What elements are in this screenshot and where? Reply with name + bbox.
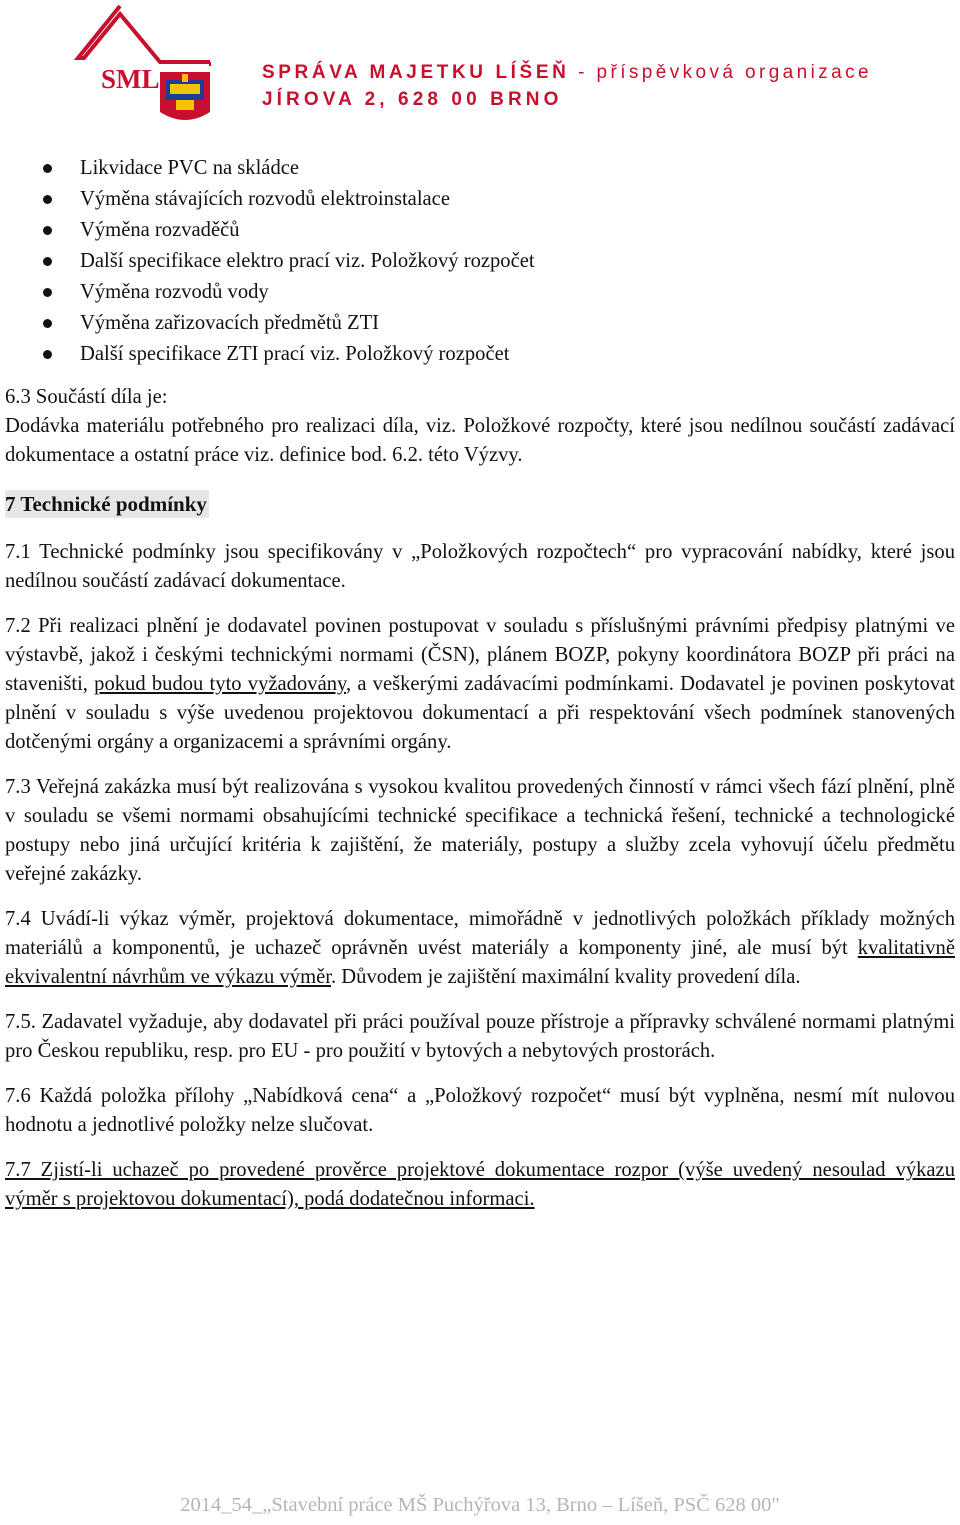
roof-line bbox=[78, 6, 210, 62]
org-name: SPRÁVA MAJETKU LÍŠEŇ bbox=[262, 62, 570, 83]
list-item-text: Výměna zařizovacích předmětů ZTI bbox=[80, 312, 380, 334]
list-item-text: Další specifikace ZTI prací viz. Položkový rozpočet bbox=[80, 343, 510, 365]
logo-text: SML bbox=[101, 64, 160, 94]
bullet-icon bbox=[43, 350, 52, 359]
paragraph-7-1: 7.1 Technické podmínky jsou specifikovány v „Položkových rozpočtech“ pro vypracování nabídky, které jsou nedílnou součástí zadávací dokumentace. bbox=[5, 541, 955, 592]
underlined-text: kvalitativně ekvivalentní návrhům ve výkazu výměr bbox=[5, 937, 955, 988]
list-item bbox=[5, 278, 955, 309]
list-item-text: Výměna rozvaděčů bbox=[80, 219, 240, 241]
paragraph-7-6: 7.6 Každá položka přílohy „Nabídková cena“ a „Položkový rozpočet“ musí být vyplněna, nesmí mít nulovou hodnotu a jednotlivé položky nelze slučovat. bbox=[5, 1085, 955, 1136]
list-item bbox=[5, 247, 955, 278]
list-item-text: Další specifikace elektro prací viz. Položkový rozpočet bbox=[80, 250, 535, 272]
list-item-text: Likvidace PVC na skládce bbox=[80, 157, 300, 179]
shield-icon bbox=[160, 72, 210, 120]
bullet-icon bbox=[43, 257, 52, 266]
list-item-text: Výměna rozvodů vody bbox=[80, 281, 269, 303]
bullet-icon bbox=[43, 226, 52, 235]
underlined-text: pokud budou tyto vyžadovány bbox=[94, 673, 346, 695]
list-item bbox=[5, 185, 955, 216]
bullet-icon bbox=[43, 319, 52, 328]
paragraph-7-4: 7.4 Uvádí-li výkaz výměr, projektová dokumentace, mimořádně v jednotlivých položkách příklady možných materiálů a komponentů, je uchazeč oprávněn uvést materiály a komponenty jiné, ale musí být kvalitativně ekvivalentní návrhům ve výkazu výměr. Důvodem je zajištění maximální kvality provedení díla. bbox=[5, 908, 955, 988]
section-7-heading: 7 Technické podmínky bbox=[5, 492, 207, 516]
list-item bbox=[5, 340, 955, 371]
organization-logo bbox=[0, 0, 240, 130]
page-footer: 2014_54_„Stavební práce MŠ Puchýřova 13, Brno – Líšeň, PSČ 628 00" bbox=[180, 1494, 780, 1516]
document-body bbox=[5, 154, 955, 1214]
paragraph-7-2: 7.2 Při realizaci plnění je dodavatel povinen postupovat v souladu s příslušnými právními předpisy platnými ve výstavbě, jakož i českými technickými normami (ČSN), plánem BOZP, pokyny koordinátora BOZP při práci na staveništi, pokud budou tyto vyžadovány, a veškerými zadávacími podmínkami. Dodavatel je povinen poskytovat plnění v souladu s výše uvedenou projektovou dokumentací a při respektování všech podmínek stanovených dotčenými orgány a organizacemi a správními orgány. bbox=[5, 615, 955, 753]
bullet-list bbox=[5, 154, 955, 371]
list-item bbox=[5, 216, 955, 247]
list-item bbox=[5, 309, 955, 340]
organization-address: JÍROVA 2, 628 00 BRNO bbox=[262, 89, 563, 110]
paragraph-7-3: 7.3 Veřejná zakázka musí být realizována s vysokou kvalitou provedených činností v rámci všech fází plnění, plně v souladu se všemi normami obsahujícími technické specifikace a technická řešení, technické a technologické postupy nebo jiná určující kritéria k zajištění, že materiály, postupy a služby zcela vyhovují účelu předmětu veřejné zakázky. bbox=[5, 776, 955, 885]
bullet-icon bbox=[43, 195, 52, 204]
organization-name bbox=[262, 62, 872, 84]
paragraph-7-7: 7.7 Zjistí-li uchazeč po provedené prověrce projektové dokumentace rozpor (výše uvedený nesoulad výkazu výměr s projektovou dokumentací), podá dodatečnou informaci. bbox=[5, 1159, 955, 1210]
section-6-3-title: 6.3 Součástí díla je: bbox=[5, 386, 168, 408]
paragraph-7-5: 7.5. Zadavatel vyžaduje, aby dodavatel při práci používal pouze přístroje a přípravky schválené normami platnými pro Českou republiku, resp. pro EU - pro použití v bytových a nebytových prostorách. bbox=[5, 1011, 955, 1062]
section-6-3-body: Dodávka materiálu potřebného pro realizaci díla, viz. Položkové rozpočty, které jsou nedílnou součástí zadávací dokumentace a ostatní práce viz. definice bod. 6.2. této Výzvy. bbox=[5, 415, 955, 466]
list-item-text: Výměna stávajících rozvodů elektroinstalace bbox=[80, 188, 450, 210]
bullet-icon bbox=[43, 164, 52, 173]
list-item bbox=[5, 154, 955, 185]
org-suffix: - příspěvková organizace bbox=[569, 62, 872, 83]
bullet-icon bbox=[43, 288, 52, 297]
